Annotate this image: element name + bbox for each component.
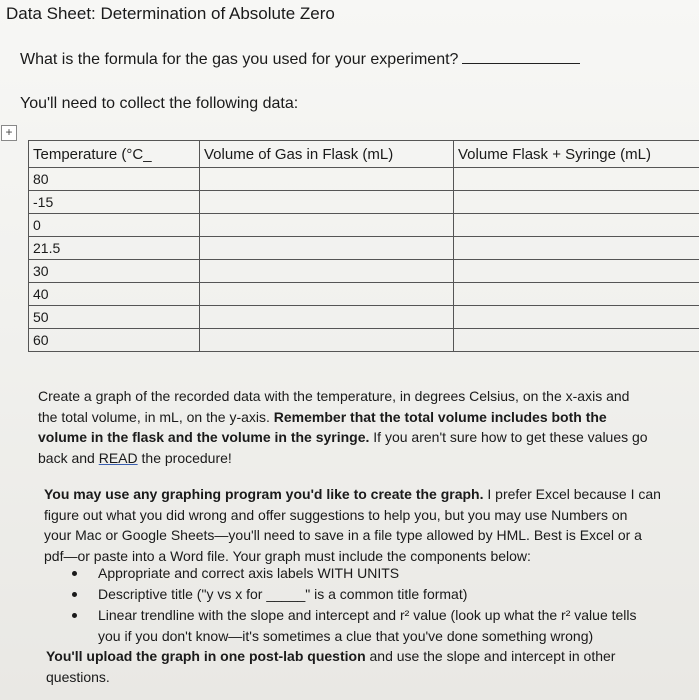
graphing-line xyxy=(44,484,699,505)
volume-flask-cell[interactable] xyxy=(200,168,454,191)
volume-total-cell[interactable] xyxy=(454,191,699,214)
graph-instructions-line xyxy=(38,407,699,428)
temperature-cell: 30 xyxy=(29,260,200,283)
bullet-icon xyxy=(72,613,77,618)
graph-instructions-line: Create a graph of the recorded data with the temperature, in degrees Celsius, on the x-axis and xyxy=(38,388,630,404)
data-table xyxy=(28,140,699,352)
graph-instructions-line xyxy=(38,427,699,448)
bullet-item: Linear trendline with the slope and intercept and r² value (look up what the r² value tells xyxy=(98,607,637,623)
volume-flask-cell[interactable] xyxy=(200,306,454,329)
page-title: Data Sheet: Determination of Absolute Zero xyxy=(6,4,335,23)
header-volume-flask: Volume of Gas in Flask (mL) xyxy=(200,141,454,168)
temperature-cell: 50 xyxy=(29,306,200,329)
volume-flask-cell[interactable] xyxy=(200,260,454,283)
table-row xyxy=(29,306,699,329)
bullet-continuation: you if you don't know—it's sometimes a clue that you've done something wrong) xyxy=(98,628,594,644)
temperature-cell: 0 xyxy=(29,214,200,237)
volume-total-cell[interactable] xyxy=(454,237,699,260)
answer-blank[interactable] xyxy=(462,49,580,64)
read-link-text: READ xyxy=(98,449,138,466)
temperature-cell: 21.5 xyxy=(29,237,200,260)
volume-total-cell[interactable] xyxy=(454,214,699,237)
volume-flask-cell[interactable] xyxy=(200,191,454,214)
graphing-line: pdf—or paste into a Word file. Your graph must include the components below: xyxy=(44,547,531,564)
volume-total-cell[interactable] xyxy=(454,260,699,283)
volume-total-cell[interactable] xyxy=(454,306,699,329)
bullet-item: Appropriate and correct axis labels WITH UNITS xyxy=(98,565,400,581)
table-row xyxy=(29,283,699,306)
bullet-icon xyxy=(72,571,77,576)
volume-total-cell[interactable] xyxy=(454,283,699,306)
text-span: I prefer Excel because I can xyxy=(487,486,661,502)
volume-total-cell[interactable] xyxy=(454,329,699,352)
question-text: What is the formula for the gas you used for your experiment? xyxy=(20,51,459,68)
graph-instructions xyxy=(38,386,699,468)
bold-text: You may use any graphing program you'd like to create the graph. xyxy=(44,486,484,502)
graphing-program-instructions xyxy=(44,484,699,566)
temperature-cell: -15 xyxy=(29,191,200,214)
table-row xyxy=(29,214,699,237)
temperature-cell: 60 xyxy=(29,329,200,352)
volume-flask-cell[interactable] xyxy=(200,214,454,237)
text-span: the procedure! xyxy=(141,449,232,466)
table-row xyxy=(29,260,699,283)
table-row xyxy=(29,237,699,260)
bullet-icon xyxy=(72,592,77,597)
bold-text: Remember that the total volume includes both the xyxy=(273,408,607,425)
upload-note xyxy=(46,646,686,667)
header-volume-total: Volume Flask + Syringe (mL) xyxy=(454,141,699,168)
table-row xyxy=(29,329,699,352)
bullet-item: Descriptive title ("y vs x for _____" is a common title format) xyxy=(98,586,468,602)
gas-formula-question xyxy=(20,49,580,69)
graph-instructions-line xyxy=(38,448,699,469)
temperature-cell: 80 xyxy=(29,168,200,191)
table-header-row xyxy=(29,141,699,168)
collect-data-label: You'll need to collect the following data: xyxy=(20,95,299,112)
text-span: back and xyxy=(38,449,95,466)
graphing-line: your Mac or Google Sheets—you'll need to save in a file type allowed by HML. Best is Excel or a xyxy=(44,527,642,543)
text-span: If you aren't sure how to get these values go xyxy=(373,429,648,445)
text-span: and use the slope and intercept in other xyxy=(369,648,616,664)
table-row xyxy=(29,191,699,214)
upload-note-continuation: questions. xyxy=(46,669,110,685)
volume-flask-cell[interactable] xyxy=(200,329,454,352)
graphing-line: figure out what you did wrong and offer suggestions to help you, but you may use Numbers on xyxy=(44,506,628,523)
volume-total-cell[interactable] xyxy=(454,168,699,191)
text-span: the total volume, in mL, on the y-axis. xyxy=(38,408,270,425)
bold-text: volume in the flask and the volume in the syringe. xyxy=(38,429,370,445)
volume-flask-cell[interactable] xyxy=(200,283,454,306)
table-move-handle-icon[interactable]: + xyxy=(1,125,17,141)
bold-text: You'll upload the graph in one post-lab question xyxy=(46,648,366,664)
table-row xyxy=(29,168,699,191)
header-temperature: Temperature (°C_ xyxy=(29,141,200,168)
temperature-cell: 40 xyxy=(29,283,200,306)
volume-flask-cell[interactable] xyxy=(200,237,454,260)
